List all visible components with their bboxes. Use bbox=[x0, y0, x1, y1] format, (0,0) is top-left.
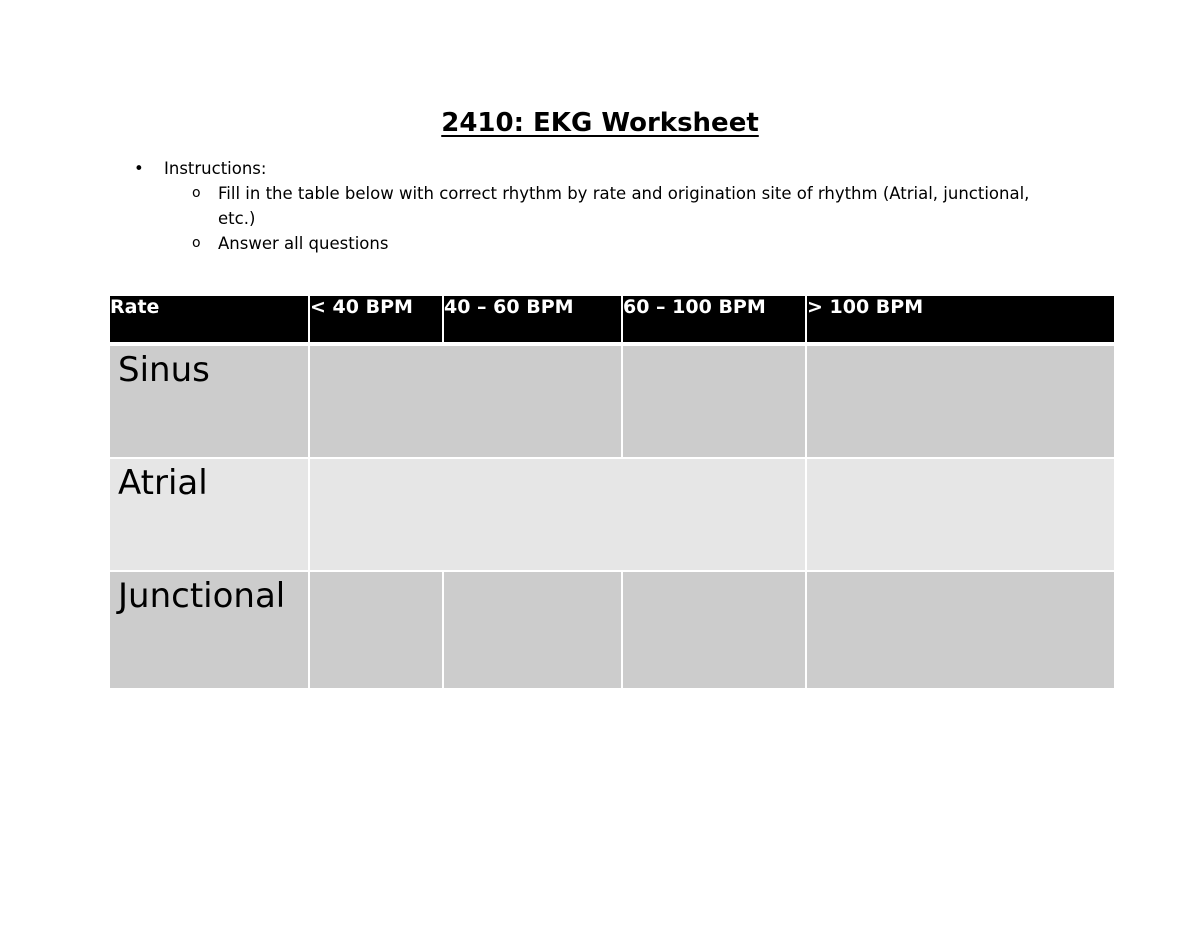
row-label-sinus: Sinus bbox=[110, 346, 310, 459]
table-row bbox=[110, 346, 1114, 459]
table-cell[interactable] bbox=[623, 572, 807, 690]
table-cell[interactable] bbox=[310, 572, 444, 690]
list-item bbox=[134, 181, 1038, 231]
table-cell[interactable] bbox=[807, 346, 1114, 459]
bullet-icon: • bbox=[134, 159, 144, 178]
table-row bbox=[110, 459, 1114, 572]
header-over-100: > 100 BPM bbox=[807, 296, 1114, 346]
table-cell[interactable] bbox=[444, 572, 623, 690]
instruction-text: Answer all questions bbox=[218, 234, 389, 253]
table-cell[interactable] bbox=[807, 459, 1114, 572]
header-under-40: < 40 BPM bbox=[310, 296, 444, 346]
table-row bbox=[110, 572, 1114, 690]
row-label-atrial: Atrial bbox=[110, 459, 310, 572]
table-cell[interactable] bbox=[807, 572, 1114, 690]
table-header-row bbox=[110, 296, 1114, 346]
header-40-60: 40 – 60 BPM bbox=[444, 296, 623, 346]
header-60-100: 60 – 100 BPM bbox=[623, 296, 807, 346]
rhythm-table bbox=[110, 296, 1114, 690]
list-item bbox=[134, 156, 1038, 181]
table-cell[interactable] bbox=[310, 346, 623, 459]
sub-bullet-icon: o bbox=[192, 185, 201, 201]
instruction-text: Fill in the table below with correct rhythm by rate and origination site of rhythm (Atrial, junctional, etc.) bbox=[218, 184, 1030, 228]
header-rate: Rate bbox=[110, 296, 310, 346]
table-cell[interactable] bbox=[623, 346, 807, 459]
list-item bbox=[134, 231, 1038, 256]
row-label-junctional: Junctional bbox=[110, 572, 310, 690]
table-cell[interactable] bbox=[310, 459, 807, 572]
page-title: 2410: EKG Worksheet bbox=[441, 108, 759, 138]
instructions-list bbox=[134, 156, 1038, 256]
instructions-heading: Instructions: bbox=[164, 159, 267, 178]
sub-bullet-icon: o bbox=[192, 235, 201, 251]
